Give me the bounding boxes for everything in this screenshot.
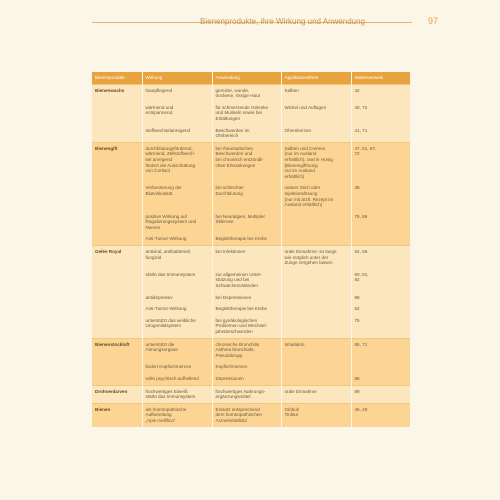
table-row — [92, 84, 410, 102]
effect-cell: stärkt das Immunsystem — [142, 269, 212, 292]
table-header-row — [92, 72, 410, 84]
form-cell: Wickel und Auflagen — [281, 102, 351, 125]
effect-cell: antiviral, antibakteriell, fungizid — [142, 246, 212, 269]
table-row — [92, 269, 410, 292]
form-cell: nativer Stich oder Injektionslösung (nur mit ärztl. Rezept im Ausland erhältlich) — [281, 182, 351, 210]
application-cell: bei rheumatischen Beschwerden und bei chronisch entzündli- chen Erkrankungen — [212, 142, 281, 182]
effect-cell: hautpflegend — [142, 84, 212, 102]
table-row — [92, 292, 410, 304]
column-header-effect: Wirkung — [142, 72, 212, 84]
application-cell: gereizte, wunde, trockene, rissige Haut — [212, 84, 281, 102]
form-cell: Globuli Tinktur — [281, 403, 351, 426]
application-cell: Depressionen — [212, 373, 281, 385]
product-cell — [92, 233, 142, 245]
application-cell: Kopfschmerzen — [212, 361, 281, 373]
page-ref-cell: 48 — [351, 182, 410, 210]
application-cell: zur allgemeinen Unter- stützung und bei Schwächezuständen — [212, 269, 281, 292]
product-cell — [92, 182, 142, 210]
application-cell: bei gynäkologischen Problemen und Wechsel- jahrsbeschwerden — [212, 315, 281, 338]
page-ref-cell: 75 — [351, 315, 410, 338]
page-ref-cell: 46, 49 — [351, 403, 410, 426]
application-cell: Beschwerden im Ohrbereich — [212, 125, 281, 143]
effect-cell: hochwertiges Eiweiß stärkt das Immunsystem — [142, 385, 212, 403]
page-ref-cell: 89 — [351, 385, 410, 403]
column-header-application: Anwendung — [212, 72, 281, 84]
product-cell — [92, 361, 142, 373]
product-cell: Gelée Royal — [92, 246, 142, 269]
application-cell: für schmerzende Gelenke und Muskeln sowie bei Erkältungen — [212, 102, 281, 125]
form-cell — [281, 292, 351, 304]
page-ref-cell: 52, 69 — [351, 246, 410, 269]
effect-cell: wirkt psychisch aufhellend — [142, 373, 212, 385]
product-cell — [92, 102, 142, 125]
form-cell — [281, 303, 351, 315]
form-cell — [281, 269, 351, 292]
form-cell: orale Einnahme: so lange wie möglich unter der Zunge zergehen lassen — [281, 246, 351, 269]
form-cell — [281, 373, 351, 385]
product-cell: Bienen — [92, 403, 142, 426]
product-cell — [92, 269, 142, 292]
effect-cell: durchblutungsfördernd, wärmend, Zellstoffwech- sel anregend fördert die Ausschüttung von Cortisol — [142, 142, 212, 182]
product-cell — [92, 373, 142, 385]
application-cell: Begleittherapie bei Krebs — [212, 233, 281, 245]
table-row — [92, 315, 410, 338]
effect-cell: Verbesserung der Blutviskosität — [142, 182, 212, 210]
product-cell — [92, 315, 142, 338]
effect-cell: Anti-Tumor-Wirkung — [142, 233, 212, 245]
products-table — [92, 72, 411, 427]
table-row — [92, 246, 410, 269]
application-cell: bei schlechter Durchblutung — [212, 182, 281, 210]
effect-cell: unterstützt die Atmungsorgane — [142, 338, 212, 361]
table-row — [92, 102, 410, 125]
table-row — [92, 233, 410, 245]
page-ref-cell: 42 — [351, 84, 410, 102]
form-cell: Ohrenkerzen — [281, 125, 351, 143]
page-ref-cell — [351, 361, 410, 373]
form-cell: orale Einnahme — [281, 385, 351, 403]
form-cell — [281, 315, 351, 338]
page-ref-cell: 41, 71 — [351, 125, 410, 143]
effect-cell: Anti-Tumor-Wirkung — [142, 303, 212, 315]
page-ref-cell: 88 — [351, 373, 410, 385]
table-row — [92, 361, 410, 373]
table-row — [92, 373, 410, 385]
table-row — [92, 182, 410, 210]
page-number: 97 — [428, 16, 439, 26]
effect-cell: lindert Kopfschmerzen — [142, 361, 212, 373]
table-row — [92, 125, 410, 143]
effect-cell: als homöopathische Aufbereitung „Apis mellifica“ — [142, 403, 212, 426]
page-ref-cell: 47, 61, 67, 72 — [351, 142, 410, 182]
effect-cell: wärmend und entspannend, — [142, 102, 212, 125]
form-cell: Salben — [281, 84, 351, 102]
product-cell — [92, 292, 142, 304]
page-ref-cell: 60, 81, 82 — [351, 269, 410, 292]
page-ref-cell — [351, 233, 410, 245]
application-cell: Einsatz entsprechend dem homöopathischen Arzneimittelbild — [212, 403, 281, 426]
page-ref-cell: 88 — [351, 292, 410, 304]
product-cell — [92, 303, 142, 315]
product-cell: Bienenstockluft — [92, 338, 142, 361]
application-cell: hochwertiges Nahrungs- ergänzungsmittel — [212, 385, 281, 403]
column-header-form: Applikationsform — [281, 72, 351, 84]
application-cell: bei Neuralgien, Multipler Sklerose — [212, 211, 281, 234]
page-ref-cell: 65, 71 — [351, 338, 410, 361]
form-cell — [281, 361, 351, 373]
table-row — [92, 142, 410, 182]
effect-cell: antidepressiv — [142, 292, 212, 304]
page-ref-cell: 78, 89 — [351, 211, 410, 234]
effect-cell: positive Wirkung auf Regulierungssystem und Nerven — [142, 211, 212, 234]
table-row — [92, 211, 410, 234]
form-cell: Inhalation — [281, 338, 351, 361]
page-ref-cell: 52 — [351, 303, 410, 315]
application-cell: bei Depressionen — [212, 292, 281, 304]
table-row — [92, 385, 410, 403]
product-cell: Drohnenlarven — [92, 385, 142, 403]
product-cell: Bienengift — [92, 142, 142, 182]
form-cell — [281, 233, 351, 245]
column-header-product: Bienenprodukt — [92, 72, 142, 84]
effect-cell: unterstützt das weibliche Urogenitalsystem — [142, 315, 212, 338]
product-cell — [92, 211, 142, 234]
form-cell: Salben und Cremes (nur im Ausland erhältlich), oral in Honig (Bienengifthonig nur im Ausland erhältlich) — [281, 142, 351, 182]
table-row — [92, 338, 410, 361]
column-header-page-ref: Seitenverweis — [351, 72, 410, 84]
page-title: Bienenprodukte, ihre Wirkung und Anwendung — [200, 17, 365, 26]
application-cell: Begleittherapie bei Krebs — [212, 303, 281, 315]
product-cell: Bienenwachs — [92, 84, 142, 102]
table-row — [92, 303, 410, 315]
application-cell: chronische Bronchitis Asthma bronchiale, Pseudokrupp — [212, 338, 281, 361]
product-cell — [92, 125, 142, 143]
page-ref-cell: 40, 72 — [351, 102, 410, 125]
effect-cell: stoffwechselanregend — [142, 125, 212, 143]
form-cell — [281, 211, 351, 234]
table-row — [92, 403, 410, 426]
application-cell: bei Infektionen — [212, 246, 281, 269]
